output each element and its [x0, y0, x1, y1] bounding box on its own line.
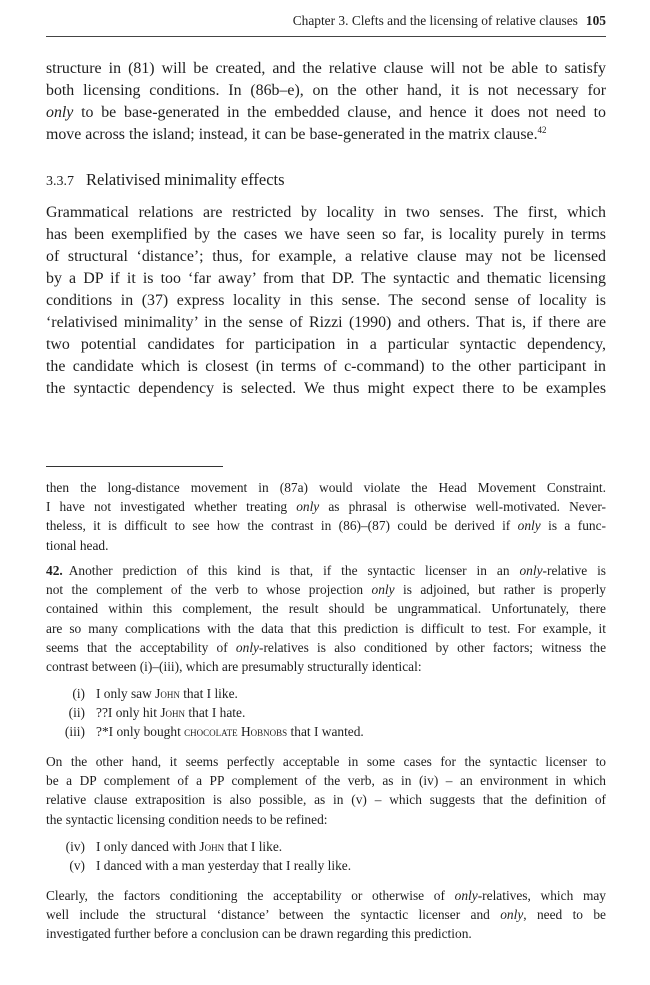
text-span: that I hate.	[185, 705, 246, 720]
example-label: (v)	[69, 858, 85, 873]
text-span: is a func-	[540, 518, 607, 534]
section-title: Relativised minimality effects	[86, 170, 285, 189]
small-caps: John	[155, 686, 180, 701]
text-line: On the other hand, it seems perfectly acceptable in some cases for the syntactic licenser to	[46, 754, 606, 769]
footnote-ref[interactable]: 42	[537, 125, 547, 135]
text-line	[46, 638, 606, 657]
footnote-paragraph-3	[46, 886, 606, 944]
text-line: the candidate which is closest (in terms of c-command) to the other participant in	[46, 358, 606, 375]
text-line: Grammatical relations are restricted by locality in two senses. The first, which	[46, 204, 606, 221]
paragraph-2	[46, 202, 606, 400]
example-item	[46, 684, 606, 703]
small-caps: John	[199, 839, 225, 854]
text-line: two potential candidates for participation in a particular syntactic dependency,	[46, 336, 606, 353]
text-span: is adjoined, but rather is properly	[394, 582, 607, 598]
text-line	[46, 886, 606, 905]
example-item	[46, 722, 606, 741]
section-heading	[46, 170, 285, 190]
text-span: move across the island; instead, it can be base-generated in the matrix clause.	[46, 126, 538, 143]
text-span: that I wanted.	[287, 724, 364, 739]
text-line: the syntactic dependency is selected. We thus might expect there to be examples	[46, 380, 606, 397]
text-span: theless, it is difficult to see how the contrast in (86)–(87) could be derived if	[46, 518, 518, 534]
section-number: 3.3.7	[46, 174, 74, 189]
text-span: -relative is	[542, 563, 606, 578]
example-text	[96, 684, 238, 703]
example-list-1	[46, 684, 606, 741]
text-span: ??I only hit	[96, 705, 161, 720]
text-span: seems that the acceptability of	[46, 639, 236, 655]
text-span: I only danced with	[96, 839, 200, 854]
text-line: of structural ‘distance’; thus, for example, a relative clause may not be licensed	[46, 248, 606, 265]
text-span: Another prediction of this kind is that, if the syntactic licenser in an	[68, 563, 520, 578]
text-line	[46, 497, 606, 516]
footnote-number: 42.	[46, 563, 63, 578]
emphasis: only	[454, 888, 478, 903]
text-line: tional head.	[46, 537, 109, 553]
text-line	[46, 124, 606, 146]
running-header	[46, 8, 606, 37]
text-line: conditions in (37) express locality in this sense. The second sense of locality is	[46, 292, 606, 309]
text-span: not the complement of the verb to whose projection	[46, 582, 372, 598]
text-line: contained within this complement, the result should be ungrammatical. Unfortunately, there	[46, 601, 606, 617]
small-caps: chocolate Hobnobs	[184, 724, 288, 739]
text-span: Clearly, the factors conditioning the acceptability or otherwise of	[46, 888, 455, 903]
text-span: ?*I only bought	[96, 724, 185, 739]
text-span: that I like.	[179, 686, 238, 701]
text-line: ‘relativised minimality’ in the sense of Rizzi (1990) and others. That is, if there are	[46, 314, 606, 331]
example-item	[46, 703, 606, 722]
text-span: as phrasal is otherwise well-motivated. Never-	[319, 499, 606, 515]
footnote-continuation	[46, 478, 606, 555]
example-label: (i)	[72, 686, 85, 701]
text-span: that I like.	[224, 839, 283, 854]
emphasis: only	[46, 104, 74, 121]
text-line: has been exemplified by the cases we have seen so far, is locality purely in terms	[46, 226, 606, 243]
emphasis: only	[519, 563, 543, 578]
text-line: the syntactic licensing condition needs to be refined:	[46, 811, 328, 827]
emphasis: only	[500, 907, 524, 923]
text-line	[46, 516, 606, 535]
text-span: -relatives, which may	[477, 888, 607, 903]
text-line: both licensing conditions. In (86b–e), on the other hand, it is not necessary for	[46, 82, 606, 99]
text-span: , need to be	[523, 907, 606, 923]
text-span: I danced with a man yesterday that I really like.	[96, 858, 352, 873]
small-caps: John	[160, 705, 186, 720]
footnote-rule	[46, 466, 223, 467]
emphasis: only	[235, 639, 259, 655]
footnote-paragraph-2	[46, 752, 606, 829]
example-text	[96, 856, 351, 875]
text-line	[46, 561, 606, 580]
text-line: investigated further before a conclusion can be drawn regarding this prediction.	[46, 926, 472, 942]
example-text	[96, 722, 364, 741]
emphasis: only	[371, 582, 395, 598]
header-text	[293, 13, 606, 29]
footnote-42	[46, 561, 606, 676]
text-span: I only saw	[96, 686, 156, 701]
example-list-2	[46, 837, 606, 875]
text-line: relative clause extraposition is also possible, as in (v) – which suggests that the definition of	[46, 792, 606, 808]
emphasis: only	[296, 499, 320, 515]
text-line: then the long-distance movement in (87a) would violate the Head Movement Constraint.	[46, 480, 606, 495]
text-line	[46, 102, 606, 124]
example-label: (iv)	[65, 839, 85, 854]
main-text	[46, 58, 606, 146]
example-item	[46, 837, 606, 856]
main-text-2	[46, 202, 606, 400]
text-line: are so many complications with the data that this prediction is difficult to test. For example, it	[46, 620, 606, 636]
text-span: to be base-generated in the embedded clause, and hence it does not need to	[73, 104, 606, 121]
example-text	[96, 837, 282, 856]
text-line: structure in (81) will be created, and the relative clause will not be able to satisfy	[46, 60, 606, 77]
text-line	[46, 905, 606, 924]
text-span: well include the structural ‘distance’ between the syntactic licenser and	[46, 907, 501, 923]
example-item	[46, 856, 606, 875]
emphasis: only	[517, 518, 541, 534]
text-line: contrast between (i)–(iii), which are presumably structurally identical:	[46, 659, 422, 675]
text-line	[46, 580, 606, 599]
text-line: by a DP if it is too ‘far away’ from that DP. The syntactic and thematic licensing	[46, 270, 606, 287]
example-label: (ii)	[68, 705, 85, 720]
text-span: I have not investigated whether treating	[46, 499, 297, 515]
example-text	[96, 703, 245, 722]
chapter-title: Chapter 3. Clefts and the licensing of relative clauses	[292, 13, 578, 28]
text-span: -relatives is also conditioned by other factors; witness the	[258, 639, 607, 655]
paragraph-1	[46, 58, 606, 146]
example-label: (iii)	[64, 724, 85, 739]
text-line: be a DP complement of a PP complement of the verb, as in (iv) – an environment in which	[46, 773, 606, 789]
page-number: 105	[585, 13, 606, 28]
